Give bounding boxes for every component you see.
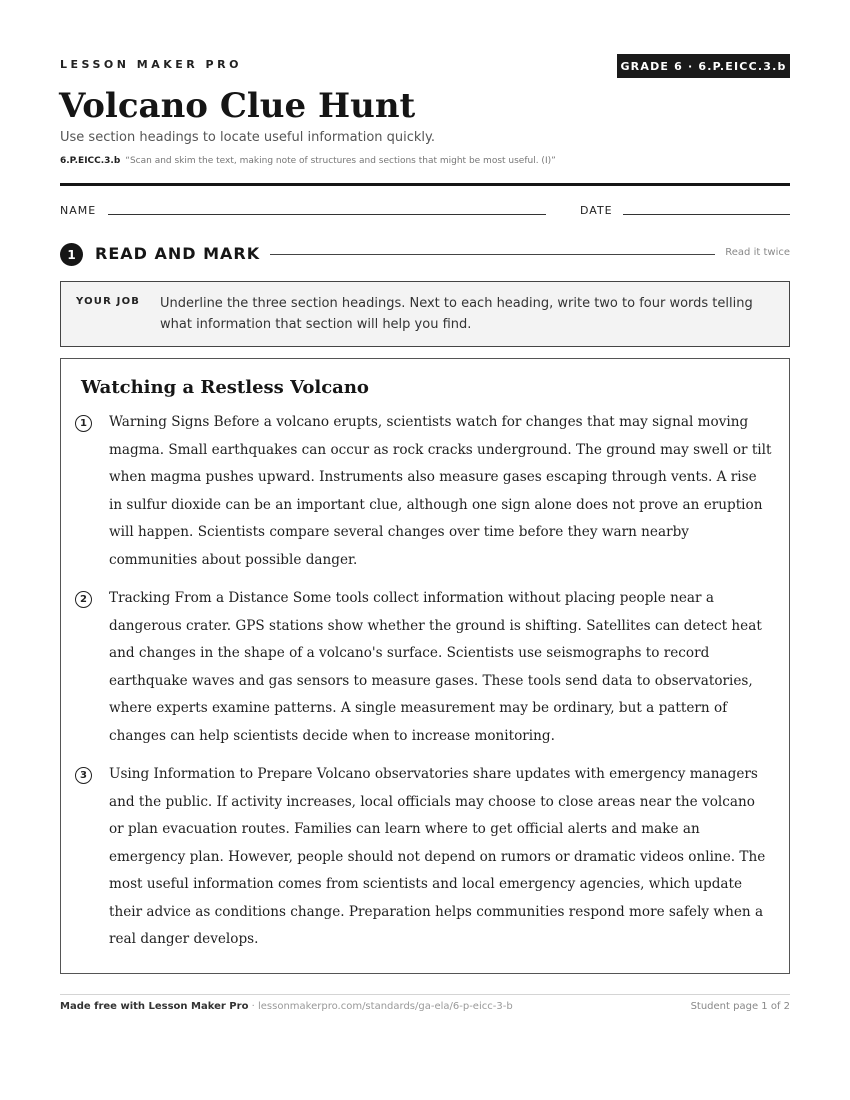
paragraph-number: 2 (75, 591, 92, 608)
name-label: NAME (60, 204, 97, 217)
brand-name: LESSON MAKER PRO (60, 58, 242, 71)
section-number-badge: 1 (60, 243, 83, 266)
standard-code: 6.P.EICC.3.b (60, 156, 121, 166)
date-label: DATE (580, 204, 613, 217)
page-subtitle: Use section headings to locate useful information quickly. (60, 130, 436, 145)
reading-title: Watching a Restless Volcano (81, 377, 369, 398)
section-header (60, 243, 790, 267)
job-text: Underline the three section headings. Next to each heading, write two to four words telling what information that section will help you find. (160, 296, 753, 332)
grade-badge: GRADE 6 · 6.P.EICC.3.b (617, 54, 790, 78)
reading-passage-box (60, 358, 790, 974)
paragraph-text: Using Information to Prepare Volcano observatories share updates with emergency managers and the public. If activity increases, local officials may choose to close areas near the volcano or plan evacuation routes. Families can learn where to get official alerts and make an emergency plan. However, people should not depend on rumors or dramatic videos online. The most useful information comes from scientists and local emergency agencies, which update their advice as conditions change. Preparation helps communities respond more safely when a real danger develops. (109, 766, 766, 947)
paragraph-number: 3 (75, 767, 92, 784)
footer-made-with: Made free with Lesson Maker Pro (60, 1001, 249, 1012)
name-field[interactable] (108, 214, 546, 215)
section-hint: Read it twice (725, 247, 790, 258)
paragraph-number: 1 (75, 415, 92, 432)
date-field[interactable] (623, 214, 790, 215)
paragraph-text: Tracking From a Distance Some tools collect information without placing people near a dangerous crater. GPS stations show whether the ground is shifting. Satellites can detect heat and changes in the shape of a volcano's surface. Scientists use seismographs to record earthquake waves and gas sensors to measure gases. These tools send data to observatories, where experts examine patterns. A single measurement may be ordinary, but a pattern of changes can help scientists decide when to increase monitoring. (109, 590, 762, 744)
footer-divider (60, 994, 790, 995)
standard-text: “Scan and skim the text, making note of structures and sections that might be most useful. (I)” (125, 156, 556, 166)
header-divider (60, 183, 790, 186)
standard-line (60, 156, 556, 166)
footer-credit (60, 1001, 513, 1012)
job-instructions-box (60, 281, 790, 347)
footer-link[interactable]: · lessonmakerpro.com/standards/ga-ela/6-p-eicc-3-b (248, 1001, 513, 1012)
section-divider (270, 254, 715, 255)
page-indicator: Student page 1 of 2 (690, 1001, 790, 1012)
section-title: READ AND MARK (95, 244, 261, 263)
paragraph-text: Warning Signs Before a volcano erupts, scientists watch for changes that may signal moving magma. Small earthquakes can occur as rock cracks underground. The ground may swell or tilt when magma pushes upward. Instruments also measure gases escaping through vents. A rise in sulfur dioxide can be an important clue, although one sign alone does not prove an eruption will happen. Scientists compare several changes over time before they warn nearby communities about possible danger. (109, 414, 772, 568)
job-label: YOUR JOB (76, 296, 141, 307)
page-title: Volcano Clue Hunt (59, 86, 416, 126)
